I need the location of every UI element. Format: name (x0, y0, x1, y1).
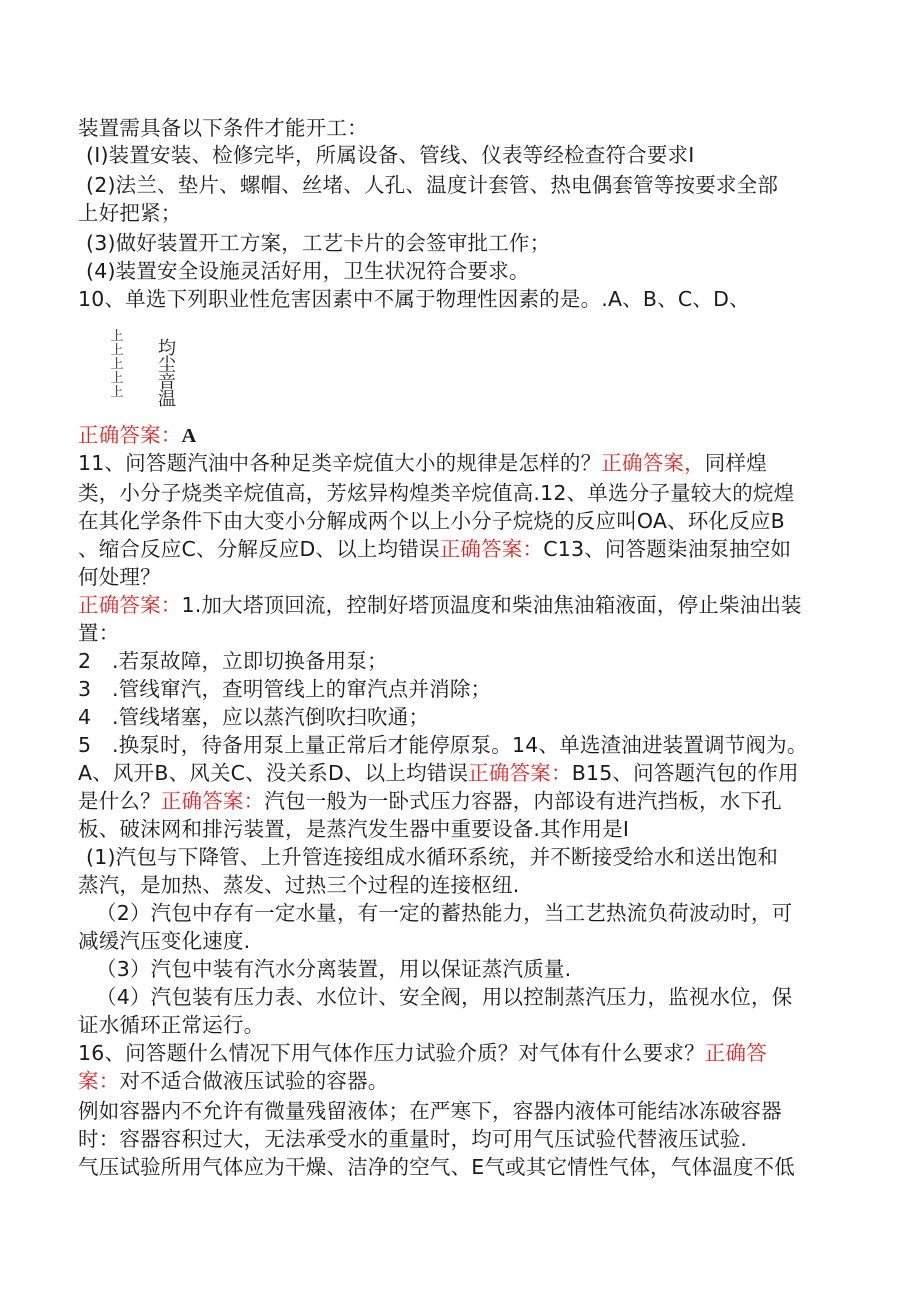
text-line: 5 .换泵时，待备用泵上量正常后才能停原泵。14、单选渣油进装置调节阀为。 (78, 733, 808, 757)
text-line: （3）汽包中装有汽水分离装置，用以保证蒸汽质量. (96, 957, 572, 981)
text-span: 对不适合做液压试验的容器。 (119, 1069, 389, 1093)
answer-label: 正确答 (704, 1041, 767, 1065)
answer-label: 正确答案： (468, 761, 572, 785)
text-line: (3)做好装置开工方案，工艺卡片的会签审批工作； (86, 231, 551, 255)
answer-value: A (181, 425, 197, 447)
text-line: 4 .管线堵塞，应以蒸汽倒吹扫吹通； (78, 705, 430, 729)
question-11 (78, 450, 767, 476)
text-line: 蒸汽，是加热、蒸发、过热三个过程的连接枢纽. (78, 873, 520, 897)
answer-label: 正确答案： (439, 537, 544, 561)
question-14-options (78, 760, 799, 786)
text-span: 、缩合反应C、分解反应D、以上均错误 (78, 537, 440, 561)
answer-label: 正确答案： (78, 423, 182, 447)
text-span: A、风开B、风关C、没关系D、以上均错误 (78, 761, 469, 785)
text-line: 气压试验所用气体应为干燥、洁净的空气、E气或其它情性气体，气体温度不低 (78, 1155, 795, 1179)
text-line: 3 .管线窜汽，查明管线上的窜汽点并消除； (78, 677, 492, 701)
text-span: 是什么？ (78, 789, 161, 813)
text-span: 同样煌 (704, 451, 767, 475)
text-line: 类，小分子烧类辛烷值高，芳炫异构煌类辛烷值高.12、单选分子量较大的烷煌 (78, 481, 795, 505)
text-line: 置： (78, 621, 120, 645)
question-12-options (78, 536, 791, 562)
text-line: 在其化学条件下由大变小分解成两个以上小分子烷烧的反应叫OA、环化反应B (78, 509, 785, 533)
text-line: （2）汽包中存有一定水量，有一定的蓄热能力，当工艺热流负荷波动时，可 (96, 901, 793, 925)
text-line: 何处理？ (78, 565, 161, 589)
text-line: (2)法兰、垫片、螺帽、丝堵、人孔、温度计套管、热电偶套管等按要求全部 (86, 173, 779, 197)
text-span: 11、问答题汽油中各种足类辛烷值大小的规律是怎样的？ (78, 451, 602, 475)
answer-label: 正确答案， (601, 451, 705, 475)
text-span: 16、问答题什么情况下用气体作压力试验介质？对气体有什么要求？ (78, 1041, 705, 1065)
text-line: 上好把紧； (78, 201, 182, 225)
answer-13 (78, 592, 802, 618)
text-span: C13、问答题柒油泵抽空如 (543, 537, 792, 561)
text-span: B15、问答题汽包的作用 (571, 761, 799, 785)
text-line: (1)汽包与下降管、上升管连接组成水循环系统，并不断接受给水和送出饱和 (86, 845, 779, 869)
text-line: 板、破沫网和排污装置，是蒸汽发生器中重要设备.其作用是I (78, 817, 630, 841)
answer-label: 正确答案： (160, 789, 265, 813)
answer-16 (78, 1068, 389, 1094)
option-column-1: 上上上上上 (110, 329, 124, 400)
text-line: 2 .若泵故障，立即切换备用泵； (78, 649, 388, 673)
question-16 (78, 1040, 767, 1066)
text-line: (I)装置安装、检修完毕，所属设备、管线、仪表等经检查符合要求I (86, 143, 695, 167)
answer-line (78, 422, 197, 449)
text-line: 例如容器内不允许有微量残留液体；在严寒下，容器内液体可能结冰冻破容器 (78, 1099, 782, 1123)
question-15 (78, 788, 782, 814)
text-span: 汽包一般为一卧式压力容器，内部设有进汽挡板，水下孔 (264, 789, 782, 813)
text-line: 装置需具备以下条件才能开工： (78, 116, 368, 140)
option-column-2: 均尘音温 (158, 338, 176, 410)
text-line: （4）汽包装有压力表、水位计、安全阀，用以控制蒸汽压力，监视水位，保 (96, 985, 793, 1009)
text-span: 1.加大塔顶回流，控制好塔顶温度和柴油焦油箱液面，停止柴油出装 (181, 593, 802, 617)
text-line: 时：容器容积过大，无法承受水的重量时，均可用气压试验代替液压试验. (78, 1127, 748, 1151)
answer-label: 正确答案： (78, 593, 182, 617)
text-line: 减缓汽压变化速度. (78, 929, 251, 953)
text-line: (4)装置安全设施灵活好用，卫生状况符合要求。 (86, 259, 530, 283)
text-line: 证水循环正常运行。 (78, 1013, 265, 1037)
answer-label: 案： (78, 1069, 120, 1093)
question-10: 10、单选下列职业性危害因素中不属于物理性因素的是。.A、B、C、D、 (78, 287, 750, 311)
